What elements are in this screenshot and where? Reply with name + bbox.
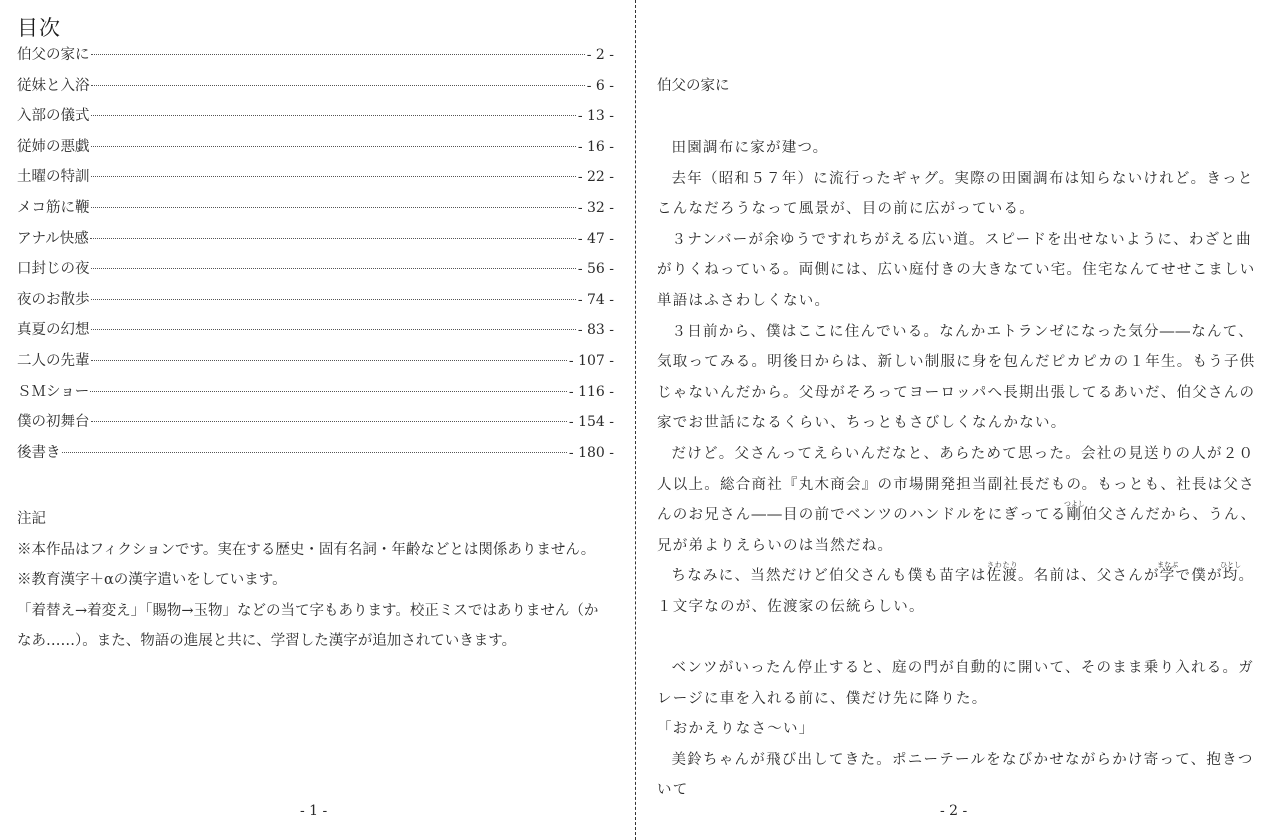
toc-entry-page: - 47 - bbox=[577, 230, 614, 247]
text-run: ちなみに、当然だけど伯父さんも僕も苗字は bbox=[671, 568, 987, 585]
toc-entry[interactable] bbox=[17, 195, 614, 226]
toc-title: 目次 bbox=[17, 16, 61, 40]
toc-dot-leader bbox=[91, 299, 576, 300]
notes-line: 「着替え→着変え」「賜物→玉物」などの当て字もあります。校正ミスではありません（か bbox=[17, 602, 599, 619]
toc-entry[interactable] bbox=[17, 164, 614, 195]
ruby-base: 均 bbox=[1220, 568, 1242, 585]
toc-entry[interactable] bbox=[17, 226, 614, 257]
ruby-base: 剛 bbox=[1063, 507, 1085, 524]
toc-entry[interactable] bbox=[17, 256, 614, 287]
toc-entry-label: 伯父の家に bbox=[17, 47, 90, 63]
toc-entry-page: - 56 - bbox=[577, 261, 614, 278]
toc-dot-leader bbox=[91, 146, 576, 147]
chapter-body bbox=[657, 133, 1259, 806]
toc-dot-leader bbox=[62, 452, 567, 453]
paragraph bbox=[657, 561, 1259, 622]
paragraph: 美鈴ちゃんが飛び出してきた。ポニーテールをなびかせながらかけ寄って、抱きついて bbox=[657, 751, 1254, 799]
text-run: 伯父さんだから、うん、兄が弟よりえらいのは当然だね。 bbox=[657, 507, 1257, 554]
page-number: - 2 - bbox=[940, 803, 968, 819]
paragraph: ３ナンバーが余ゆうですれちがえる広い道。スピードを出せないように、わざと曲がりくねっている。両側には、広い庭付きの大きなてい宅。住宅なんてせせこましい単語はふさわしくない。 bbox=[657, 231, 1256, 309]
text-run: 。名前は、父さんが bbox=[1018, 568, 1160, 585]
toc-dot-leader bbox=[91, 85, 585, 86]
ruby-base: 佐渡 bbox=[986, 568, 1018, 585]
toc-entry-label: 土曜の特訓 bbox=[17, 169, 90, 186]
toc-entry[interactable] bbox=[17, 287, 614, 318]
toc-entry-page: - 2 - bbox=[586, 47, 614, 63]
toc-dot-leader bbox=[91, 176, 576, 177]
toc-entry-label: 入部の儀式 bbox=[17, 108, 90, 125]
toc-entry[interactable] bbox=[17, 440, 614, 471]
toc-entry-label: 二人の先輩 bbox=[17, 352, 90, 369]
toc-dot-leader bbox=[91, 329, 576, 330]
ruby-annotation bbox=[1063, 500, 1085, 524]
toc-entry-page: - 6 - bbox=[586, 77, 614, 94]
toc-entry-page: - 83 - bbox=[577, 322, 614, 339]
toc-dot-leader bbox=[91, 421, 567, 422]
toc-dot-leader bbox=[90, 238, 576, 239]
toc-entry-label: アナル快感 bbox=[17, 230, 89, 247]
toc-entry-label: 真夏の幻想 bbox=[17, 322, 90, 339]
toc-entry-label: 従妹と入浴 bbox=[17, 77, 90, 94]
chapter-title: 伯父の家に bbox=[657, 78, 730, 94]
notes-line: ※本作品はフィクションです。実在する歴史・固有名詞・年齢などとは関係ありません。 bbox=[17, 541, 596, 558]
notes-line: ※教育漢字＋αの漢字遣いをしています。 bbox=[17, 572, 287, 588]
text-run: で僕が bbox=[1175, 568, 1223, 585]
toc-entry[interactable] bbox=[17, 73, 614, 104]
toc-entry-label: 口封じの夜 bbox=[17, 261, 90, 278]
toc-entry-label: ＳＭショー bbox=[17, 383, 90, 400]
page-left bbox=[0, 0, 634, 840]
notes-section bbox=[17, 504, 617, 657]
toc-entry-page: - 74 - bbox=[577, 291, 614, 308]
toc-entry-label: 夜のお散歩 bbox=[17, 291, 90, 308]
toc-entry[interactable] bbox=[17, 409, 614, 440]
ruby-reading: つよし bbox=[1063, 500, 1085, 509]
toc-entry-page: - 16 - bbox=[577, 138, 614, 155]
ruby-annotation bbox=[986, 561, 1019, 585]
toc-entry[interactable] bbox=[17, 379, 614, 410]
paragraph bbox=[657, 439, 1259, 561]
toc-entry-label: 僕の初舞台 bbox=[17, 414, 90, 431]
table-of-contents bbox=[17, 42, 614, 470]
paragraph: ３日前から、僕はここに住んでいる。なんかエトランゼになった気分――なんて、気取ってみる。明後日からは、新しい制服に身を包んだピカピカの１年生。もう子供じゃないんだから。父母がそろってヨーロッパへ長期出張してるあいだ、伯父さんの家でお世話になるくらい、ちっともさびしくなんかない。 bbox=[657, 323, 1256, 432]
notes-line: なあ……）。また、物語の進展と共に、学習した漢字が追加されていきます。 bbox=[17, 633, 517, 649]
text-run: だけど。父さんってえらいんだなと、あらためて思った。会社の見送りの人が２０人以上。総合商社『丸木商会』の市場開発担当副社長だもの。もっとも、社長は父さんのお兄さん――目の前でベンツのハンドルをにぎってる bbox=[657, 445, 1255, 524]
toc-dot-leader bbox=[91, 207, 576, 208]
ruby-reading: まなぶ bbox=[1157, 561, 1179, 570]
toc-dot-leader bbox=[91, 360, 567, 361]
page-divider bbox=[635, 0, 636, 840]
toc-entry-label: 従姉の悪戯 bbox=[17, 138, 90, 155]
notes-heading: 注記 bbox=[17, 511, 46, 527]
ruby-annotation bbox=[1220, 561, 1242, 585]
toc-entry-page: - 13 - bbox=[577, 108, 614, 125]
text-run: 。１文字なのが、佐渡家の伝統らしい。 bbox=[657, 568, 1255, 615]
toc-entry[interactable] bbox=[17, 134, 614, 165]
toc-entry-page: - 180 - bbox=[568, 444, 614, 461]
toc-dot-leader bbox=[90, 391, 567, 392]
toc-entry-label: 後書き bbox=[17, 444, 61, 461]
ruby-base: 学 bbox=[1157, 568, 1179, 585]
toc-entry[interactable] bbox=[17, 103, 614, 134]
toc-entry-page: - 107 - bbox=[568, 352, 614, 369]
toc-entry[interactable] bbox=[17, 317, 614, 348]
toc-entry[interactable] bbox=[17, 348, 614, 379]
page-number: - 1 - bbox=[300, 803, 328, 819]
paragraph: 去年（昭和５７年）に流行ったギャグ。実際の田園調布は知らないけれど。きっとこんなだろうなって風景が、目の前に広がっている。 bbox=[657, 170, 1254, 218]
dialogue-line: 「おかえりなさ〜い」 bbox=[657, 721, 815, 738]
paragraph: 田園調布に家が建つ。 bbox=[671, 140, 829, 156]
ruby-reading: ひとし bbox=[1220, 561, 1242, 570]
toc-entry-page: - 154 - bbox=[568, 414, 614, 431]
paragraph: ベンツがいったん停止すると、庭の門が自動的に開いて、そのまま乗り入れる。ガレージに車を入れる前に、僕だけ先に降りた。 bbox=[657, 660, 1254, 707]
toc-entry-page: - 32 - bbox=[577, 199, 614, 216]
toc-dot-leader bbox=[91, 268, 576, 269]
toc-entry-label: メコ筋に鞭 bbox=[17, 199, 90, 216]
toc-entry[interactable] bbox=[17, 42, 614, 73]
ruby-annotation bbox=[1157, 561, 1179, 585]
blank-line bbox=[657, 623, 1259, 654]
toc-dot-leader bbox=[91, 115, 576, 116]
ruby-reading: さわたり bbox=[986, 561, 1018, 570]
toc-entry-page: - 22 - bbox=[577, 169, 614, 186]
toc-dot-leader bbox=[91, 54, 585, 55]
page-right bbox=[638, 0, 1280, 840]
toc-entry-page: - 116 - bbox=[568, 383, 614, 400]
